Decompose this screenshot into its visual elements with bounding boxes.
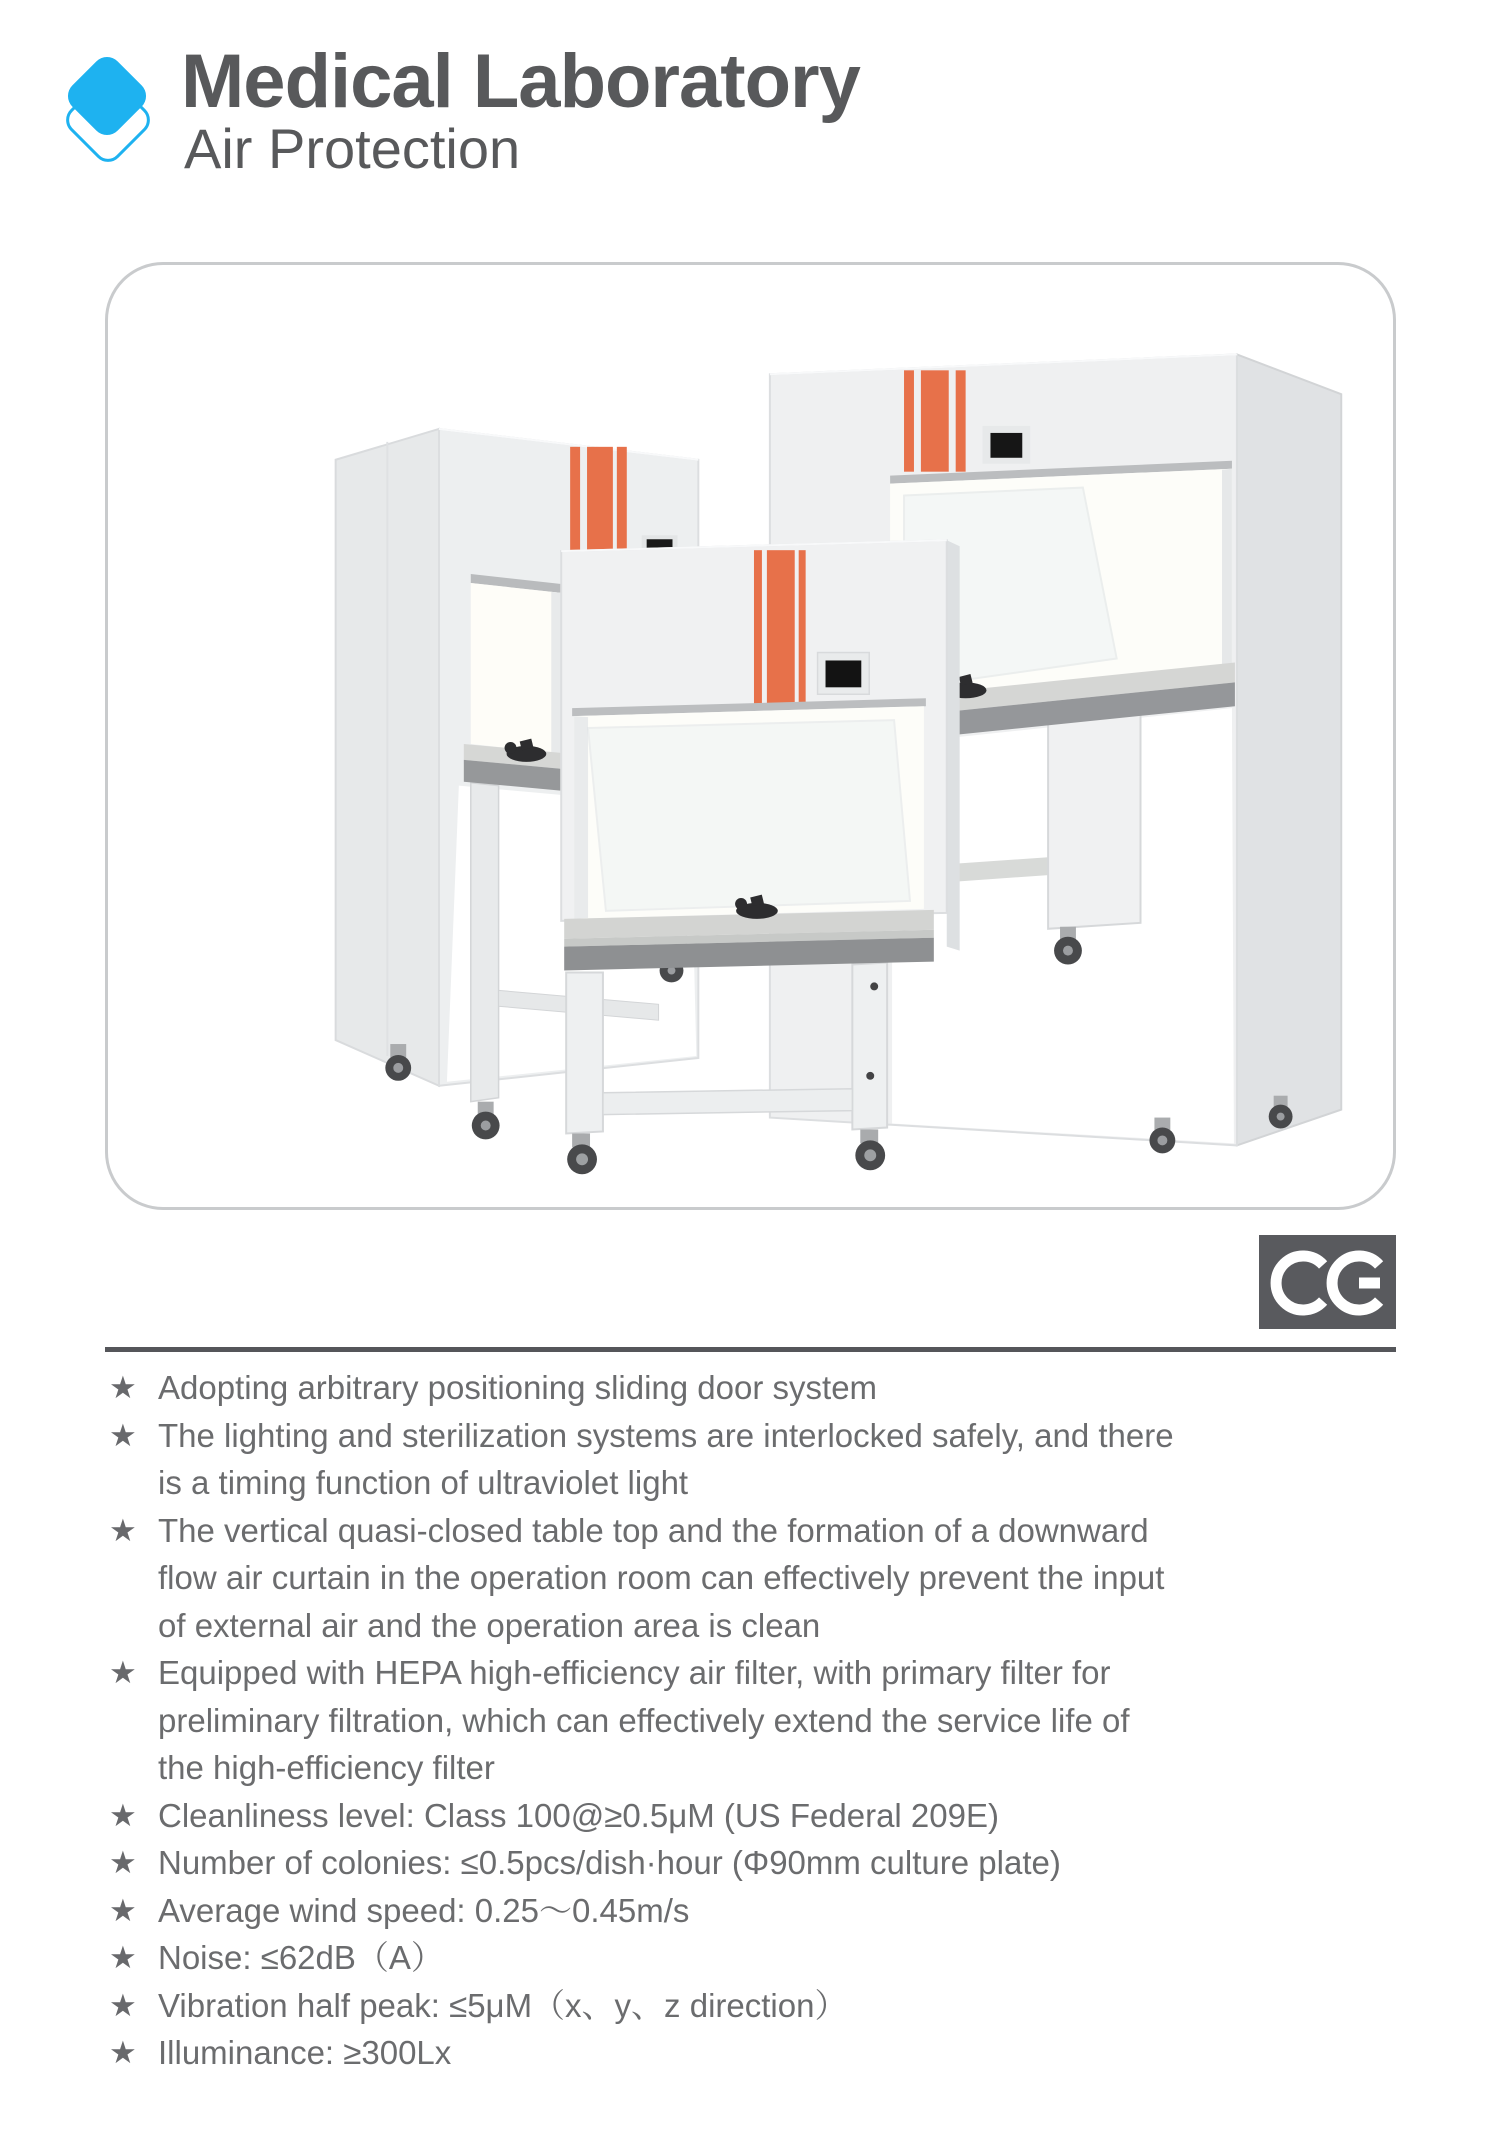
star-bullet-icon: ★: [109, 1417, 137, 1453]
feature-text: the high-efficiency filter: [158, 1749, 495, 1786]
casters-center: [567, 1129, 885, 1174]
feature-line: [105, 2029, 1485, 2077]
feature-line: [105, 1697, 1485, 1745]
star-bullet-icon: ★: [109, 1512, 137, 1548]
feature-line: [105, 1364, 1485, 1412]
feature-text: preliminary filtration, which can effectively extend the service life of: [158, 1701, 1130, 1739]
work-window: [471, 583, 561, 754]
feature-line: [105, 1887, 1485, 1935]
feature-text: Equipped with HEPA high-efficiency air filter, with primary filter for: [158, 1654, 1111, 1691]
product-illustration: [108, 265, 1393, 1207]
feature-text: flow air curtain in the operation room can effectively prevent the input: [158, 1559, 1165, 1596]
brand-logo: [60, 50, 155, 170]
ce-badge: [1259, 1235, 1396, 1329]
feature-text: The lighting and sterilization systems are interlocked safely, and there: [158, 1416, 1174, 1454]
feature-text: Illuminance: ≥300Lx: [158, 2034, 452, 2071]
star-bullet-icon: ★: [109, 1655, 137, 1690]
star-bullet-icon: ★: [109, 1892, 137, 1928]
feature-line: [105, 1744, 1485, 1792]
feature-line: [105, 1602, 1485, 1650]
orange-stripes-left: [570, 447, 627, 552]
feature-text: is a timing function of ultraviolet light: [158, 1464, 689, 1501]
feature-text: Cleanliness level: Class 100@≥0.5μM (US Federal 209E): [158, 1796, 999, 1834]
feature-text: Noise: ≤62dB（A）: [158, 1939, 444, 1976]
star-bullet-icon: ★: [109, 2035, 137, 2070]
star-bullet-icon: ★: [109, 1797, 137, 1833]
feature-line: [105, 1934, 1485, 1982]
star-bullet-icon: ★: [109, 1370, 137, 1405]
star-bullet-icon: ★: [109, 1845, 137, 1880]
product-photo-frame: [105, 262, 1396, 1210]
page-subtitle: Air Protection: [184, 117, 521, 180]
ce-mark-icon: [1259, 1235, 1396, 1329]
control-screen: [990, 433, 1022, 458]
feature-text: of external air and the operation area is clean: [158, 1606, 821, 1644]
star-bullet-icon: ★: [109, 1940, 137, 1975]
feature-text: Adopting arbitrary positioning sliding door system: [158, 1369, 878, 1406]
feature-text: Number of colonies: ≤0.5pcs/dish·hour (Φ90mm culture plate): [158, 1844, 1061, 1881]
page-title: Medical Laboratory: [181, 39, 860, 124]
star-bullet-icon: ★: [109, 1987, 137, 2023]
control-screen: [826, 660, 862, 687]
feature-line: [105, 1459, 1485, 1507]
section-divider: [105, 1347, 1396, 1352]
feature-line: [105, 1507, 1485, 1555]
feature-line: [105, 1554, 1485, 1602]
feature-line: [105, 1982, 1485, 2030]
feature-line: [105, 1649, 1485, 1697]
feature-text: The vertical quasi-closed table top and the formation of a downward: [158, 1511, 1149, 1549]
feature-line: [105, 1412, 1485, 1460]
feature-list: [105, 1364, 1485, 2077]
feature-text: Average wind speed: 0.25～0.45m/s: [158, 1891, 690, 1929]
feature-text: Vibration half peak: ≤5μM（x、y、z direction）: [158, 1986, 848, 2024]
feature-line: [105, 1839, 1485, 1887]
feature-line: [105, 1792, 1485, 1840]
orange-stripes-right: [904, 370, 966, 471]
